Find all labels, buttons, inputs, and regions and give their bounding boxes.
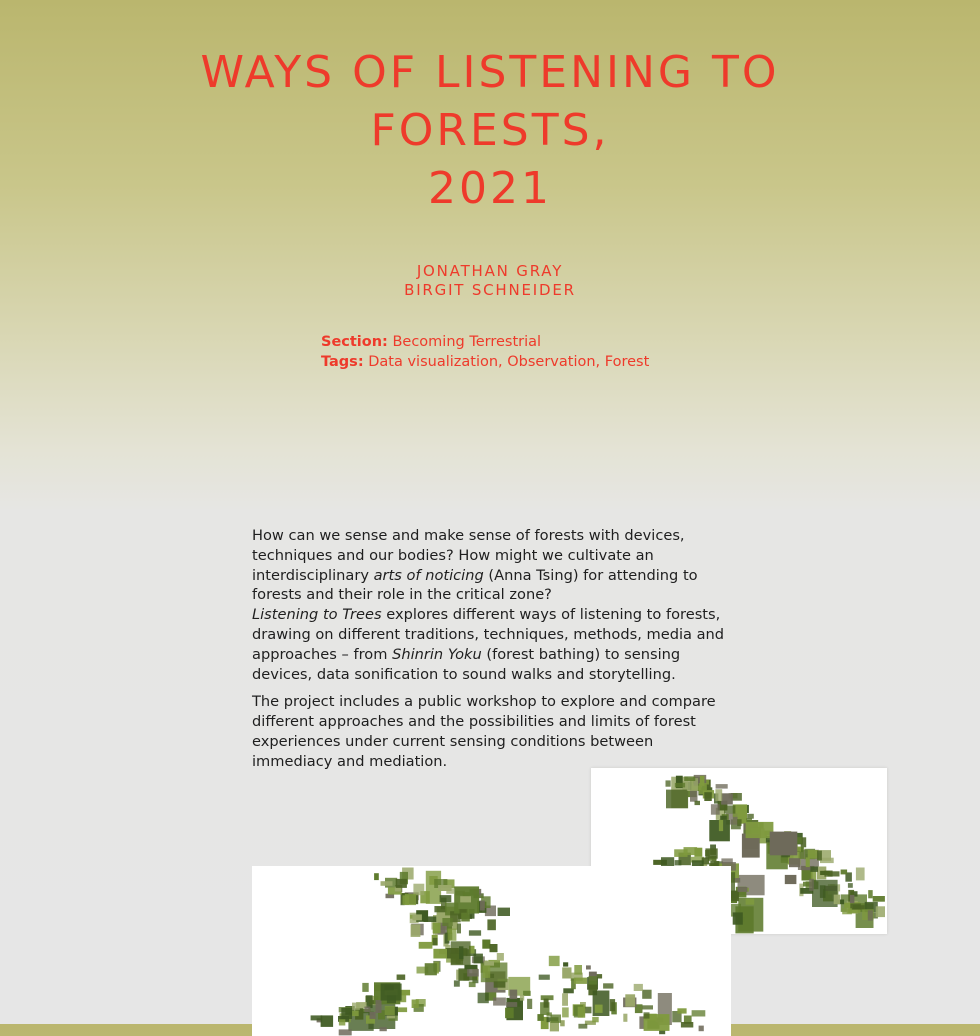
photo-thumbnail <box>681 1022 693 1028</box>
photo-thumbnail <box>578 1007 586 1018</box>
photo-thumbnail <box>433 938 438 946</box>
author-name[interactable]: BIRGIT SCHNEIDER <box>404 281 576 299</box>
photo-thumbnail <box>578 1024 587 1029</box>
photo-thumbnail <box>842 908 852 914</box>
photo-thumbnail <box>675 783 685 788</box>
photo-thumbnail <box>834 895 840 905</box>
photo-thumbnail <box>362 983 368 992</box>
photo-thumbnail <box>454 980 460 986</box>
photo-thumbnail <box>694 848 702 857</box>
photo-thumbnail <box>412 1000 419 1009</box>
photo-thumbnail <box>853 905 865 909</box>
text-emphasis: arts of noticing <box>373 566 484 584</box>
photo-thumbnail <box>352 1011 359 1017</box>
photo-thumbnail <box>705 848 717 858</box>
photo-thumbnail <box>510 990 518 1000</box>
photo-thumbnail <box>549 956 560 966</box>
photo-thumbnail <box>644 1012 650 1018</box>
photo-thumbnail <box>848 883 853 888</box>
photo-thumbnail <box>737 819 741 826</box>
paragraph <box>252 526 737 684</box>
photo-thumbnail <box>438 885 452 891</box>
photo-thumbnail <box>480 901 485 911</box>
photo-thumbnail <box>856 868 865 881</box>
photo-thumbnail <box>704 792 712 801</box>
photo-thumbnail <box>385 1006 395 1015</box>
author-name[interactable]: JONATHAN GRAY <box>416 262 564 280</box>
photo-thumbnail <box>364 1007 370 1013</box>
photo-thumbnail <box>544 999 549 1008</box>
photo-thumbnail <box>311 1015 323 1020</box>
photo-thumbnail <box>574 978 587 984</box>
photo-thumbnail <box>625 994 635 1006</box>
photo-thumbnail <box>721 793 733 804</box>
text-emphasis: Listening to Trees <box>252 606 382 624</box>
photo-thumbnail <box>537 1014 543 1021</box>
photo-thumbnail <box>677 1008 686 1013</box>
photo-thumbnail <box>699 1026 704 1032</box>
photo-thumbnail <box>562 967 571 978</box>
photo-thumbnail <box>592 1017 599 1022</box>
photo-thumbnail <box>425 963 437 975</box>
photo-thumbnail <box>808 850 819 859</box>
photo-thumbnail <box>715 789 722 801</box>
photo-thumbnail <box>841 870 848 875</box>
photo-thumbnail <box>442 918 452 926</box>
photo-thumbnail <box>711 804 720 815</box>
forest-photo-cluster-large[interactable] <box>252 866 731 1036</box>
photo-thumbnail <box>738 887 748 892</box>
photo-thumbnail <box>494 981 506 987</box>
photo-thumbnail <box>595 1005 603 1013</box>
photo-thumbnail <box>562 993 568 1006</box>
photo-thumbnail <box>498 908 510 916</box>
photo-thumbnail <box>419 942 433 949</box>
photo-thumbnail <box>412 914 422 920</box>
photo-thumbnail <box>675 860 682 865</box>
photo-cluster-graphic <box>252 866 731 1036</box>
photo-thumbnail <box>820 858 834 863</box>
text-span: (Anna Tsing) for attending to forests and their role in the critical zone? <box>252 566 698 604</box>
photo-thumbnail <box>461 913 470 922</box>
photo-thumbnail <box>666 780 671 786</box>
photo-thumbnail <box>469 982 476 988</box>
photo-thumbnail <box>460 896 471 902</box>
photo-thumbnail <box>381 984 402 1001</box>
text-span: (forest bathing) to sensing devices, data sonification to sound walks and storytelling. <box>252 645 681 683</box>
photo-thumbnail <box>716 784 728 789</box>
photo-thumbnail <box>380 1027 387 1031</box>
photo-thumbnail <box>563 962 568 966</box>
photo-thumbnail <box>809 879 814 891</box>
photo-thumbnail <box>539 975 550 980</box>
photo-thumbnail <box>457 924 461 934</box>
photo-thumbnail <box>448 929 457 941</box>
photo-thumbnail <box>666 790 688 809</box>
photo-thumbnail <box>339 1019 345 1025</box>
paragraph: The project includes a public workshop to explore and compare different approaches and the possibilities and limits of forest experiences under current sensing conditions between immediacy and mediation. <box>252 693 716 770</box>
photo-thumbnail <box>467 969 479 976</box>
photo-thumbnail <box>810 867 818 872</box>
photo-thumbnail <box>674 849 687 857</box>
photo-thumbnail <box>321 1015 334 1027</box>
title-line: FORESTS, <box>370 105 610 156</box>
photo-thumbnail <box>817 851 822 861</box>
section-row <box>321 332 649 352</box>
photo-thumbnail <box>440 895 452 902</box>
section-label: Section: <box>321 334 388 350</box>
photo-thumbnail <box>642 1005 653 1009</box>
metadata <box>321 332 649 372</box>
photo-thumbnail <box>397 975 406 980</box>
photo-thumbnail <box>806 857 810 867</box>
photo-thumbnail <box>483 965 491 978</box>
author-list <box>0 262 980 300</box>
photo-thumbnail <box>719 820 723 832</box>
photo-thumbnail <box>487 919 496 930</box>
page-title <box>0 44 980 218</box>
photo-thumbnail <box>381 881 393 886</box>
title-line: 2021 <box>428 163 552 214</box>
photo-thumbnail <box>610 999 615 1011</box>
photo-thumbnail <box>474 954 483 964</box>
title-line: WAYS OF LISTENING TO <box>200 47 780 98</box>
photo-thumbnail <box>434 906 446 912</box>
photo-thumbnail <box>376 1000 382 1013</box>
tags-links[interactable]: Data visualization, Observation, Forest <box>368 354 650 370</box>
photo-thumbnail <box>459 946 463 959</box>
photo-thumbnail <box>506 1002 517 1007</box>
photo-thumbnail <box>820 885 826 898</box>
text-span: explores different ways of listening to forests, drawing on different traditions, techniques, methods, media and approaches – from <box>252 606 725 663</box>
photo-thumbnail <box>603 983 613 988</box>
photo-thumbnail <box>785 875 797 884</box>
photo-thumbnail <box>789 858 800 867</box>
photo-thumbnail <box>352 1003 360 1010</box>
photo-thumbnail <box>505 1008 514 1019</box>
photo-thumbnail <box>873 896 885 902</box>
photo-thumbnail <box>690 790 698 802</box>
photo-thumbnail <box>341 1008 352 1019</box>
photo-thumbnail <box>433 923 441 933</box>
photo-thumbnail <box>695 801 701 805</box>
photo-thumbnail <box>720 816 727 820</box>
photo-thumbnail <box>464 965 477 970</box>
section-link[interactable]: Becoming Terrestrial <box>392 334 542 350</box>
tags-row <box>321 352 649 372</box>
photo-thumbnail <box>520 995 524 1001</box>
photo-thumbnail <box>433 949 447 959</box>
photo-thumbnail <box>623 1014 627 1022</box>
project-description <box>252 526 737 780</box>
photo-thumbnail <box>490 944 498 952</box>
photo-thumbnail <box>746 899 755 905</box>
photo-thumbnail <box>724 805 735 813</box>
photo-thumbnail <box>844 903 850 908</box>
photo-thumbnail <box>770 832 798 856</box>
photo-thumbnail <box>402 895 409 905</box>
photo-thumbnail <box>868 910 873 920</box>
text-emphasis: Shinrin Yoku <box>392 645 482 663</box>
photo-thumbnail <box>551 1015 562 1023</box>
photo-thumbnail <box>478 993 489 1004</box>
photo-thumbnail <box>747 814 754 819</box>
photo-thumbnail <box>692 1010 706 1016</box>
text-span: How can we sense and make sense of forests with devices, techniques and our bodies? How might we cultivate an interdisciplinary <box>252 527 685 584</box>
photo-thumbnail <box>469 930 481 935</box>
photo-thumbnail <box>413 884 424 896</box>
photo-thumbnail <box>374 873 379 880</box>
photo-thumbnail <box>562 1007 569 1017</box>
photo-thumbnail <box>746 822 774 838</box>
photo-thumbnail <box>398 1007 408 1012</box>
photo-thumbnail <box>876 906 885 917</box>
photo-thumbnail <box>424 916 437 922</box>
photo-thumbnail <box>493 998 506 1006</box>
photo-thumbnail <box>684 776 695 781</box>
photo-thumbnail <box>634 984 643 991</box>
photo-thumbnail <box>411 924 421 937</box>
photo-thumbnail <box>370 1012 376 1019</box>
photo-thumbnail <box>484 961 494 966</box>
photo-thumbnail <box>396 879 407 888</box>
photo-thumbnail <box>586 965 591 969</box>
photo-thumbnail <box>589 976 597 985</box>
photo-thumbnail <box>339 1029 352 1035</box>
photo-thumbnail <box>574 965 582 975</box>
photo-thumbnail <box>497 953 504 961</box>
tags-label: Tags: <box>321 354 364 370</box>
photo-thumbnail <box>642 990 651 999</box>
photo-thumbnail <box>527 999 532 1009</box>
photo-thumbnail <box>868 890 873 898</box>
photo-thumbnail <box>523 991 531 996</box>
photo-thumbnail <box>482 940 490 949</box>
photo-thumbnail <box>824 871 832 877</box>
photo-thumbnail <box>733 912 743 924</box>
photo-thumbnail <box>850 895 855 903</box>
